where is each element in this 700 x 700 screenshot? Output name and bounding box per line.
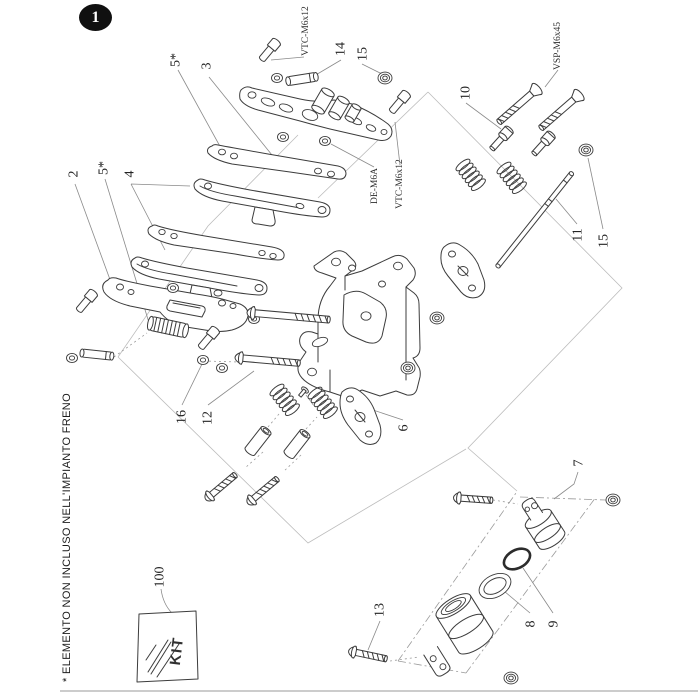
spring-right-a xyxy=(454,157,487,192)
callout-16[interactable]: 16 xyxy=(174,410,190,424)
bracket-screw-lower xyxy=(234,351,300,369)
kit-box-label: KIT xyxy=(166,635,188,667)
callout-8[interactable]: 8 xyxy=(523,620,539,628)
link-plate-6 xyxy=(340,388,381,445)
brake-pad-second xyxy=(194,179,330,226)
spacer-bush-right xyxy=(283,428,312,460)
flanged-nut-bracket-upper xyxy=(430,312,444,324)
flanged-nut-bottom xyxy=(504,672,518,684)
pivot-screw-right xyxy=(453,492,493,507)
vsp-screw-left xyxy=(494,82,544,128)
callout-10[interactable]: 10 xyxy=(458,86,474,100)
shim-plate-upper xyxy=(208,145,347,179)
shim-plate-lower xyxy=(148,225,284,260)
callout-6[interactable]: 6 xyxy=(396,424,412,432)
callout-5-star-left[interactable]: 5* xyxy=(96,161,112,175)
callout-15-a[interactable]: 15 xyxy=(355,47,371,61)
washer-mid-right xyxy=(320,136,331,145)
callout-7[interactable]: 7 xyxy=(571,459,587,467)
flat-ring-8 xyxy=(475,568,515,603)
part-code-de-m6a: DE-M6A xyxy=(370,168,380,204)
callout-13[interactable]: 13 xyxy=(372,603,388,617)
mount-screw-left xyxy=(202,470,240,505)
washer-lower-left xyxy=(67,353,78,362)
part-code-vsp-m6x45: VSP-M6x45 xyxy=(553,21,563,71)
part-code-vtc-m6x12-mid: VTC-M6x12 xyxy=(395,159,405,209)
piston-clevis-7 xyxy=(514,492,568,553)
callout-2[interactable]: 2 xyxy=(66,170,82,178)
callout-12[interactable]: 12 xyxy=(200,411,216,425)
clevis-pin-lower-left xyxy=(80,349,115,361)
callout-9[interactable]: 9 xyxy=(546,620,562,628)
flanged-nut-15-top xyxy=(378,72,392,84)
piston-body-lower xyxy=(432,589,496,659)
washer-mid-left xyxy=(278,132,289,141)
washer-top xyxy=(272,73,283,82)
figure-number-badge: 1 xyxy=(79,4,112,31)
spacer-bush-left xyxy=(244,425,273,457)
hex-bolt-lower-left xyxy=(74,288,98,314)
callout-5-star-top[interactable]: 5* xyxy=(168,53,184,67)
kit-box xyxy=(137,611,198,682)
callout-3[interactable]: 3 xyxy=(199,62,215,70)
flanged-nut-15-right xyxy=(579,144,593,156)
mount-screw-right xyxy=(244,474,282,509)
o-ring-9 xyxy=(500,544,533,573)
callout-4[interactable]: 4 xyxy=(122,170,138,178)
pad-pin xyxy=(285,72,319,86)
caliper-bracket xyxy=(298,251,420,397)
callout-11[interactable]: 11 xyxy=(570,228,586,242)
vsp-screw-right xyxy=(536,88,586,134)
washer-beside-16 xyxy=(217,363,228,372)
pad-spring-left xyxy=(268,382,301,417)
callout-15-b[interactable]: 15 xyxy=(596,234,612,248)
callout-14[interactable]: 14 xyxy=(333,42,349,56)
button-screw-right xyxy=(530,130,557,158)
flanged-nut-kit xyxy=(606,494,620,506)
footnote-vertical-text: * ELEMENTO NON INCLUSO NELL'IMPIANTO FRENO xyxy=(61,392,73,682)
brake-pad-top xyxy=(240,86,392,140)
bleed-screw-13 xyxy=(347,645,388,665)
part-code-vtc-m6x12-top: VTC-M6x12 xyxy=(301,6,311,56)
lever-clevis-lower xyxy=(424,647,452,678)
callout-100[interactable]: 100 xyxy=(152,566,168,588)
washer-16 xyxy=(198,355,209,364)
flanged-nut-bracket-lower xyxy=(401,362,415,374)
link-plate-right xyxy=(441,243,485,298)
